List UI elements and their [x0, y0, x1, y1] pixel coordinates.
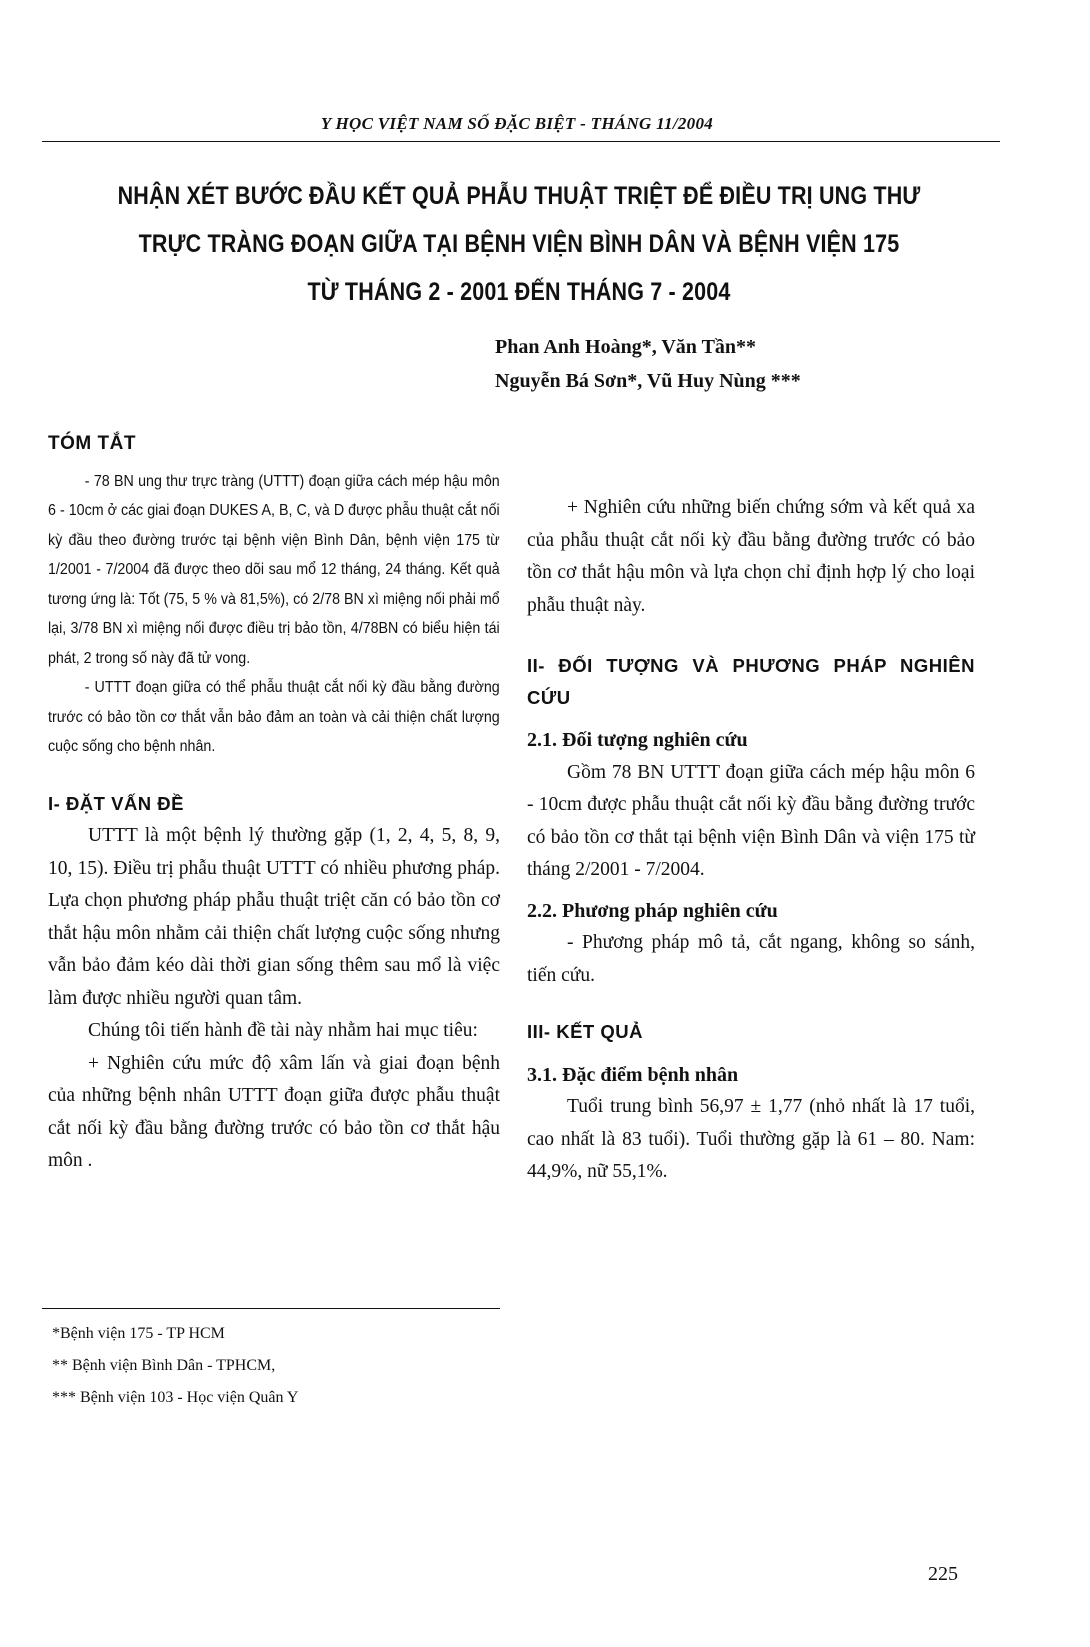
section-2-heading: II- ĐỐI TƯỢNG VÀ PHƯƠNG PHÁP NGHIÊN CỨU — [527, 655, 975, 708]
section-3-1-heading: 3.1. Đặc điểm bệnh nhân — [527, 1063, 739, 1086]
abstract-paragraph-2: - UTTT đoạn giữa có thể phẫu thuật cắt nối kỳ đầu bằng đường trước có bảo tồn cơ thắt vẫn bảo đảm an toàn và cải thiện chất lượng cuộc sống cho bệnh nhân. — [48, 679, 500, 755]
title-line-3: TỪ THÁNG 2 - 2001 ĐẾN THÁNG 7 - 2004 — [307, 278, 731, 306]
section-1-paragraph-3: + Nghiên cứu mức độ xâm lấn và giai đoạn bệnh của những bệnh nhân UTTT đoạn giữa được phẫu thuật cắt nối kỳ đầu bằng đường trước có bảo tồn cơ thắt hậu môn . — [48, 1052, 500, 1171]
footnote-rule — [42, 1308, 500, 1309]
section-1-paragraph-2: Chúng tôi tiến hành đề tài này nhằm hai mục tiêu: — [88, 1020, 478, 1041]
left-column — [48, 428, 500, 1178]
authors-line-1: Phan Anh Hoàng*, Văn Tần** — [495, 336, 757, 358]
section-1-heading: I- ĐẶT VẤN ĐỀ — [48, 792, 184, 814]
page-number: 225 — [928, 1563, 958, 1585]
authors-line-2: Nguyễn Bá Sơn*, Vũ Huy Nùng *** — [495, 370, 801, 392]
section-2-2-heading: 2.2. Phương pháp nghiên cứu — [527, 899, 778, 922]
section-2-1-text: Gồm 78 BN UTTT đoạn giữa cách mép hậu môn 6 - 10cm được phẫu thuật cắt nối kỳ đầu bằng đường trước có bảo tồn cơ thắt tại bệnh viện Bình Dân và viện 175 từ tháng 2/2001 - 7/2004. — [527, 761, 975, 880]
footnote-2: ** Bệnh viện Bình Dân - TPHCM, — [52, 1357, 276, 1374]
journal-header: Y HỌC VIỆT NAM SỐ ĐẶC BIỆT - THÁNG 11/2004 — [320, 114, 714, 133]
abstract-body — [48, 467, 500, 762]
footnote-1: *Bệnh viện 175 - TP HCM — [52, 1325, 225, 1342]
footnotes — [52, 1318, 492, 1414]
title-line-1: NHẬN XÉT BƯỚC ĐẦU KẾT QUẢ PHẪU THUẬT TRIỆT ĐỂ ĐIỀU TRỊ UNG THƯ — [117, 182, 921, 210]
header-rule — [42, 141, 1000, 142]
article-title — [107, 172, 931, 316]
footnote-3: *** Bệnh viện 103 - Học viện Quân Y — [52, 1389, 299, 1406]
section-1-paragraph-4: + Nghiên cứu những biến chứng sớm và kết quả xa của phẫu thuật cắt nối kỳ đầu bằng đường trước có bảo tồn cơ thắt hậu môn và lựa chọn chỉ định hợp lý cho loại phẫu thuật này. — [527, 497, 975, 616]
abstract-heading: TÓM TẮT — [48, 433, 136, 454]
section-3-1-text: Tuổi trung bình 56,97 ± 1,77 (nhỏ nhất là 17 tuổi, cao nhất là 83 tuổi). Tuổi thường gặp là 61 – 80. Nam: 44,9%, nữ 55,1%. — [527, 1096, 975, 1182]
section-1-paragraph-1: UTTT là một bệnh lý thường gặp (1, 2, 4, 5, 8, 9, 10, 15). Điều trị phẫu thuật UTTT có nhiều phương pháp. Lựa chọn phương pháp phẫu thuật triệt căn có bảo tồn cơ thắt hậu môn nhằm cải thiện chất lượng cuộc sống nhưng vẫn bảo đảm kéo dài thời gian sống thêm sau mổ là việc làm được nhiều người quan tâm. — [48, 825, 500, 1009]
abstract-paragraph-1: - 78 BN ung thư trực tràng (UTTT) đoạn giữa cách mép hậu môn 6 - 10cm ở các giai đoạn DUKES A, B, C, và D được phẫu thuật cắt nối kỳ đầu theo đường trước tại bệnh viện Bình Dân, bệnh viện 175 từ 1/2001 - 7/2004 đã được theo dõi sau mổ 12 tháng, 24 tháng. Kết quả tương ứng là: Tốt (75, 5 % và 81,5%), có 2/78 BN xì miệng nối phải mổ lại, 3/78 BN xì miệng nối được điều trị bảo tồn, 4/78BN có biểu hiện tái phát, 2 trong số này đã tử vong. — [48, 472, 500, 667]
section-3-heading: III- KẾT QUẢ — [527, 1021, 643, 1042]
right-column — [527, 428, 975, 1189]
section-2-2-text: - Phương pháp mô tả, cắt ngang, không so sánh, tiến cứu. — [527, 932, 975, 986]
section-2-1-heading: 2.1. Đối tượng nghiên cứu — [527, 729, 748, 751]
title-line-2: TRỰC TRÀNG ĐOẠN GIỮA TẠI BỆNH VIỆN BÌNH DÂN VÀ BỆNH VIỆN 175 — [138, 230, 900, 258]
authors — [495, 330, 915, 398]
